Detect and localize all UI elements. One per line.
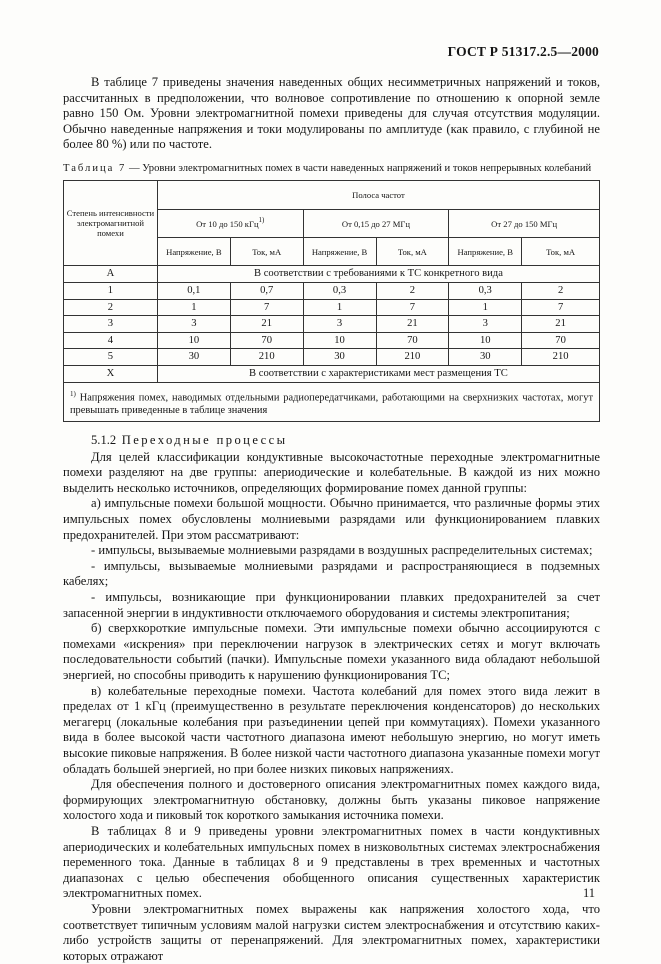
degree-cell: 3 (64, 316, 158, 333)
value-cell: 30 (449, 349, 522, 366)
value-cell: 210 (376, 349, 449, 366)
value-cell: 30 (157, 349, 230, 366)
value-cell: 1 (449, 299, 522, 316)
body-paragraph: б) сверхкороткие импульсные помехи. Эти импульсные помехи обычно ассоциируются с помехами «искрения» при переключении нагрузок в электрических сетях и могут включать последовательности событий (пачки). Импульсные помехи указанного вида обладают небольшой энергией, но способны приводить к нарушению функционирования ТС; (63, 621, 600, 682)
subheader-current: Ток, мА (522, 238, 600, 266)
table-row (64, 332, 600, 349)
subheader-voltage: Напряжение, В (449, 238, 522, 266)
body-paragraph: Для обеспечения полного и достоверного описания электромагнитных помех каждого вида, формирующих электромагнитную обстановку, должны быть указаны пиковое напряжение холостого хода и пиковый ток короткого замыкания источника помехи. (63, 777, 600, 823)
value-cell: 21 (376, 316, 449, 333)
merged-cell: В соответствии с требованиями к ТС конкретного вида (157, 266, 599, 283)
intro-paragraph: В таблице 7 приведены значения наведенных общих несимметричных напряжений и токов, рассчитанных в предположении, что волновое сопротивление по отношению к опорной земле равно 150 Ом. Уровни электромагнитной помехи приведены для случая отсутствия модуляции. Обычно наведенные напряжения и токи модулированы по амплитуде (как правило, с глубиной не более 80 %) или по частоте. (63, 75, 600, 152)
band-header-2: От 0,15 до 27 МГц (303, 210, 449, 238)
subheader-voltage: Напряжение, В (157, 238, 230, 266)
degree-cell: 4 (64, 332, 158, 349)
table-caption-label: Таблица 7 (63, 162, 127, 174)
value-cell: 7 (230, 299, 303, 316)
interference-levels-table (63, 180, 600, 422)
section-number: 5.1.2 (91, 433, 117, 448)
value-cell: 30 (303, 349, 376, 366)
value-cell: 210 (522, 349, 600, 366)
col-header-band: Полоса частот (157, 181, 599, 210)
degree-cell: Х (64, 366, 158, 383)
value-cell: 0,1 (157, 283, 230, 300)
merged-cell: В соответствии с характеристиками мест размещения ТС (157, 366, 599, 383)
table-row (64, 283, 600, 300)
list-item: - импульсы, вызываемые молниевыми разрядами в воздушных распределительных системах; (91, 543, 593, 558)
footnote-mark: 1) (70, 389, 76, 398)
body-paragraph: в) колебательные переходные помехи. Частота колебаний для помех этого вида лежит в пределах от 1 кГц (преимущественно в результате переключения конденсаторов) до нескольких мегагерц (локальные колебания при разъединении цепей при коммутациях). Помехи указанного вида в более высокой части частотного диапазона имеют небольшую энергию, но могут иметь высокие пиковые напряжения. В более низкой части частотного диапазона указанные помехи могут обладать большей энергией, но при более низких пиковых напряжениях. (63, 683, 600, 776)
document-header: ГОСТ Р 51317.2.5—2000 (447, 44, 599, 59)
value-cell: 1 (303, 299, 376, 316)
value-cell: 70 (376, 332, 449, 349)
page-content (63, 75, 600, 964)
table-caption-text: — Уровни электромагнитных помех в части наведенных напряжений и токов непрерывных колебаний (126, 162, 592, 174)
value-cell: 10 (157, 332, 230, 349)
footnote-text: Напряжения помех, наводимых отдельными радиопередатчиками, работающими на сверхнизких частотах, могут превышать приведенные в таблице значения (70, 392, 593, 416)
table-footnote (64, 382, 600, 421)
value-cell: 0,7 (230, 283, 303, 300)
table-row (64, 266, 600, 283)
value-cell: 0,3 (303, 283, 376, 300)
subheader-voltage: Напряжение, В (303, 238, 376, 266)
value-cell: 1 (157, 299, 230, 316)
table-row (64, 299, 600, 316)
list-item: - импульсы, вызываемые молниевыми разрядами и распространяющиеся в подземных кабелях; (63, 558, 600, 589)
body-paragraph: В таблицах 8 и 9 приведены уровни электромагнитных помех в части кондуктивных апериодических и колебательных импульсных помех в низковольтных системах электроснабжения переменного тока. Данные в таблицах 8 и 9 представлены в трех временных и частотных диапазонах с целью обеспечения обобщенного описания существенных характеристик электромагнитных помех. (63, 823, 600, 901)
band-footnote-mark: 1) (258, 215, 265, 224)
band-label-1: От 10 до 150 кГц (196, 218, 259, 229)
value-cell: 70 (522, 332, 600, 349)
subheader-current: Ток, мА (230, 238, 303, 266)
band-header-3: От 27 до 150 МГц (449, 210, 600, 238)
page-number: 11 (582, 886, 595, 900)
table-row (64, 349, 600, 366)
value-cell: 10 (303, 332, 376, 349)
value-cell: 7 (376, 299, 449, 316)
degree-cell: 2 (64, 299, 158, 316)
value-cell: 70 (230, 332, 303, 349)
degree-cell: 5 (64, 349, 158, 366)
body-paragraph: а) импульсные помехи большой мощности. Обычно принимается, что различные формы этих импульсных помех обусловлены молниевыми разрядами или функционированием плавких предохранителей. При этом рассматривают: (63, 496, 600, 542)
value-cell: 2 (376, 283, 449, 300)
value-cell: 10 (449, 332, 522, 349)
value-cell: 7 (522, 299, 600, 316)
table-row (64, 316, 600, 333)
value-cell: 3 (449, 316, 522, 333)
list-item: - импульсы, возникающие при функционировании плавких предохранителей за счет запасенной энергии в индуктивности отключаемого оборудования и системы электропитания; (63, 590, 600, 620)
value-cell: 2 (522, 283, 600, 300)
degree-cell: А (64, 266, 158, 283)
body-paragraph: Уровни электромагнитных помех выражены как напряжения холостого хода, что соответствует типичным условиям малой нагрузки систем электроснабжения и отсутствию каких-либо устройств защиты от перенапряжений. Для электромагнитных помех, характеристики которых отражают (63, 901, 600, 963)
band-header-1 (157, 210, 303, 238)
value-cell: 3 (157, 316, 230, 333)
degree-cell: 1 (64, 283, 158, 300)
value-cell: 0,3 (449, 283, 522, 300)
value-cell: 210 (230, 349, 303, 366)
col-header-degree: Степень интенсивности электромагнитной помехи (64, 181, 158, 266)
value-cell: 21 (522, 316, 600, 333)
section-heading (63, 433, 600, 449)
table-caption (63, 163, 600, 176)
section-title: Переходные процессы (121, 433, 288, 448)
subheader-current: Ток, мА (376, 238, 449, 266)
value-cell: 3 (303, 316, 376, 333)
value-cell: 21 (230, 316, 303, 333)
table-row (64, 366, 600, 383)
body-paragraph: Для целей классификации кондуктивные высокочастотные переходные электромагнитные помехи разделяют на две группы: апериодические и колебательные. В каждой из них можно выделить несколько источников, определяющих формирование помех данной группы: (63, 449, 600, 495)
